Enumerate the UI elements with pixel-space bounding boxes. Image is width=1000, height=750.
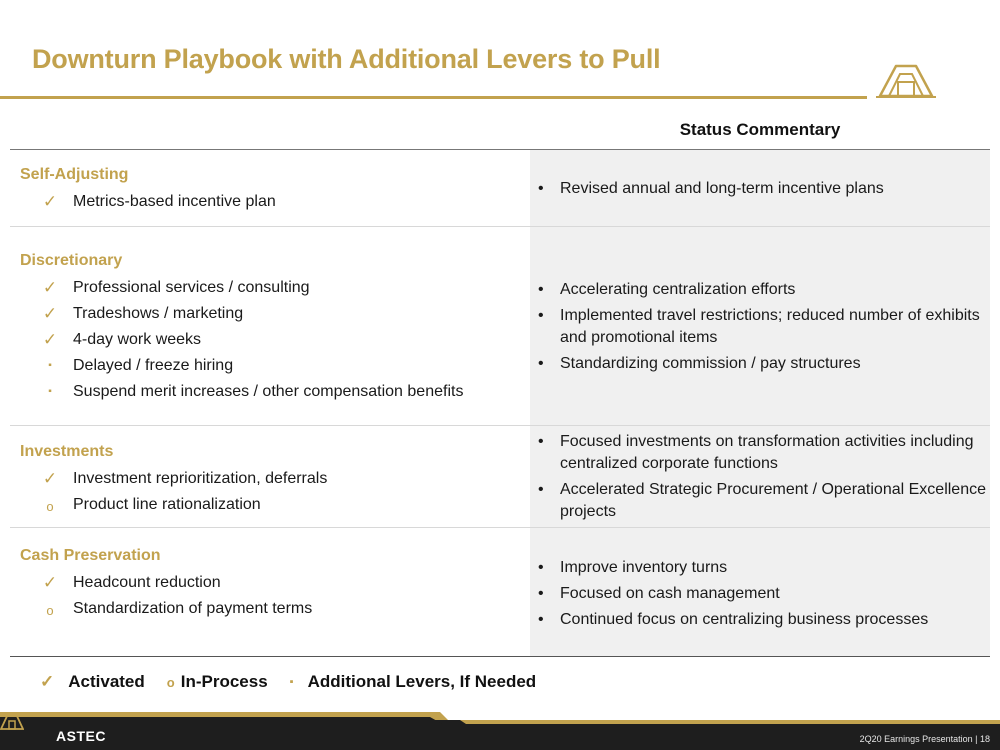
checkmark-icon: ✓ xyxy=(42,304,58,323)
bullet-icon: • xyxy=(538,180,544,197)
bullet-icon: • xyxy=(538,585,544,602)
commentary-item: • Continued focus on centralizing business processes xyxy=(538,609,986,631)
commentary-item: • Implemented travel restrictions; reduced number of exhibits and promotional items xyxy=(538,307,980,346)
lever-item: ✓ Metrics-based incentive plan xyxy=(20,189,276,215)
bullet-icon: • xyxy=(538,433,544,450)
playbook-table xyxy=(10,149,990,657)
lever-item: o Standardization of payment terms xyxy=(20,596,312,622)
lever-item: ▪ Delayed / freeze hiring xyxy=(20,353,463,379)
table-row-cash-preservation xyxy=(10,528,990,657)
lever-item: ▪ Suspend merit increases / other compensation benefits xyxy=(20,379,463,405)
circle-bullet-icon: o xyxy=(46,499,54,514)
status-commentary-header: Status Commentary xyxy=(679,120,841,139)
lever-item: o Product line rationalization xyxy=(20,492,327,518)
lever-item: ✓ Headcount reduction xyxy=(20,570,312,596)
bullet-icon: • xyxy=(538,481,544,498)
commentary-item: • Focused investments on transformation activities including centralized corporate functions xyxy=(538,433,974,472)
square-bullet-icon: ▪ xyxy=(48,360,52,371)
lever-item: ✓ Professional services / consulting xyxy=(20,275,463,301)
legend-label-in-process: In-Process xyxy=(180,672,268,691)
circle-bullet-icon: o xyxy=(166,674,175,690)
commentary-item: • Focused on cash management xyxy=(538,583,986,605)
checkmark-icon: ✓ xyxy=(42,330,58,349)
checkmark-icon: ✓ xyxy=(42,573,58,592)
category-heading: Investments xyxy=(20,443,114,460)
lever-item: ✓ Investment reprioritization, deferrals xyxy=(20,466,327,492)
legend xyxy=(40,672,558,692)
astec-logo-icon xyxy=(0,712,24,730)
checkmark-icon: ✓ xyxy=(42,192,58,211)
commentary-item: • Improve inventory turns xyxy=(538,557,986,579)
title-divider xyxy=(0,96,867,99)
category-heading: Self-Adjusting xyxy=(20,166,129,183)
bullet-icon: • xyxy=(538,559,544,576)
commentary-item: • Standardizing commission / pay structures xyxy=(538,353,986,375)
legend-label-activated: Activated xyxy=(68,672,145,691)
bullet-icon: • xyxy=(538,355,544,372)
bullet-icon: • xyxy=(538,307,544,324)
commentary-item: • Accelerating centralization efforts xyxy=(538,279,986,301)
circle-bullet-icon: o xyxy=(46,603,54,618)
footer-band xyxy=(0,712,1000,750)
table-row-discretionary xyxy=(10,227,990,426)
brand-name: ASTEC xyxy=(56,728,106,744)
checkmark-icon: ✓ xyxy=(42,278,58,297)
category-heading: Cash Preservation xyxy=(20,547,161,564)
checkmark-icon: ✓ xyxy=(42,469,58,488)
commentary-item: • Accelerated Strategic Procurement / Operational Excellence projects xyxy=(538,481,986,520)
category-heading: Discretionary xyxy=(20,252,123,269)
commentary-item: • Revised annual and long-term incentive plans xyxy=(538,178,986,200)
bullet-icon: • xyxy=(538,281,544,298)
astec-logo-icon xyxy=(876,62,936,100)
table-row-investments xyxy=(10,426,990,528)
table-row-self-adjusting xyxy=(10,150,990,227)
legend-label-additional-levers: Additional Levers, If Needed xyxy=(307,672,537,691)
checkmark-icon: ✓ xyxy=(40,672,55,691)
page-label: 2Q20 Earnings Presentation | 18 xyxy=(859,734,990,744)
bullet-icon: • xyxy=(538,611,544,628)
lever-item: ✓ Tradeshows / marketing xyxy=(20,301,463,327)
lever-item: ✓ 4-day work weeks xyxy=(20,327,463,353)
footer-bar xyxy=(0,712,1000,750)
page-title: Downturn Playbook with Additional Levers to Pull xyxy=(32,44,661,74)
square-bullet-icon: ▪ xyxy=(48,386,52,397)
square-bullet-icon: ▪ xyxy=(289,676,294,688)
